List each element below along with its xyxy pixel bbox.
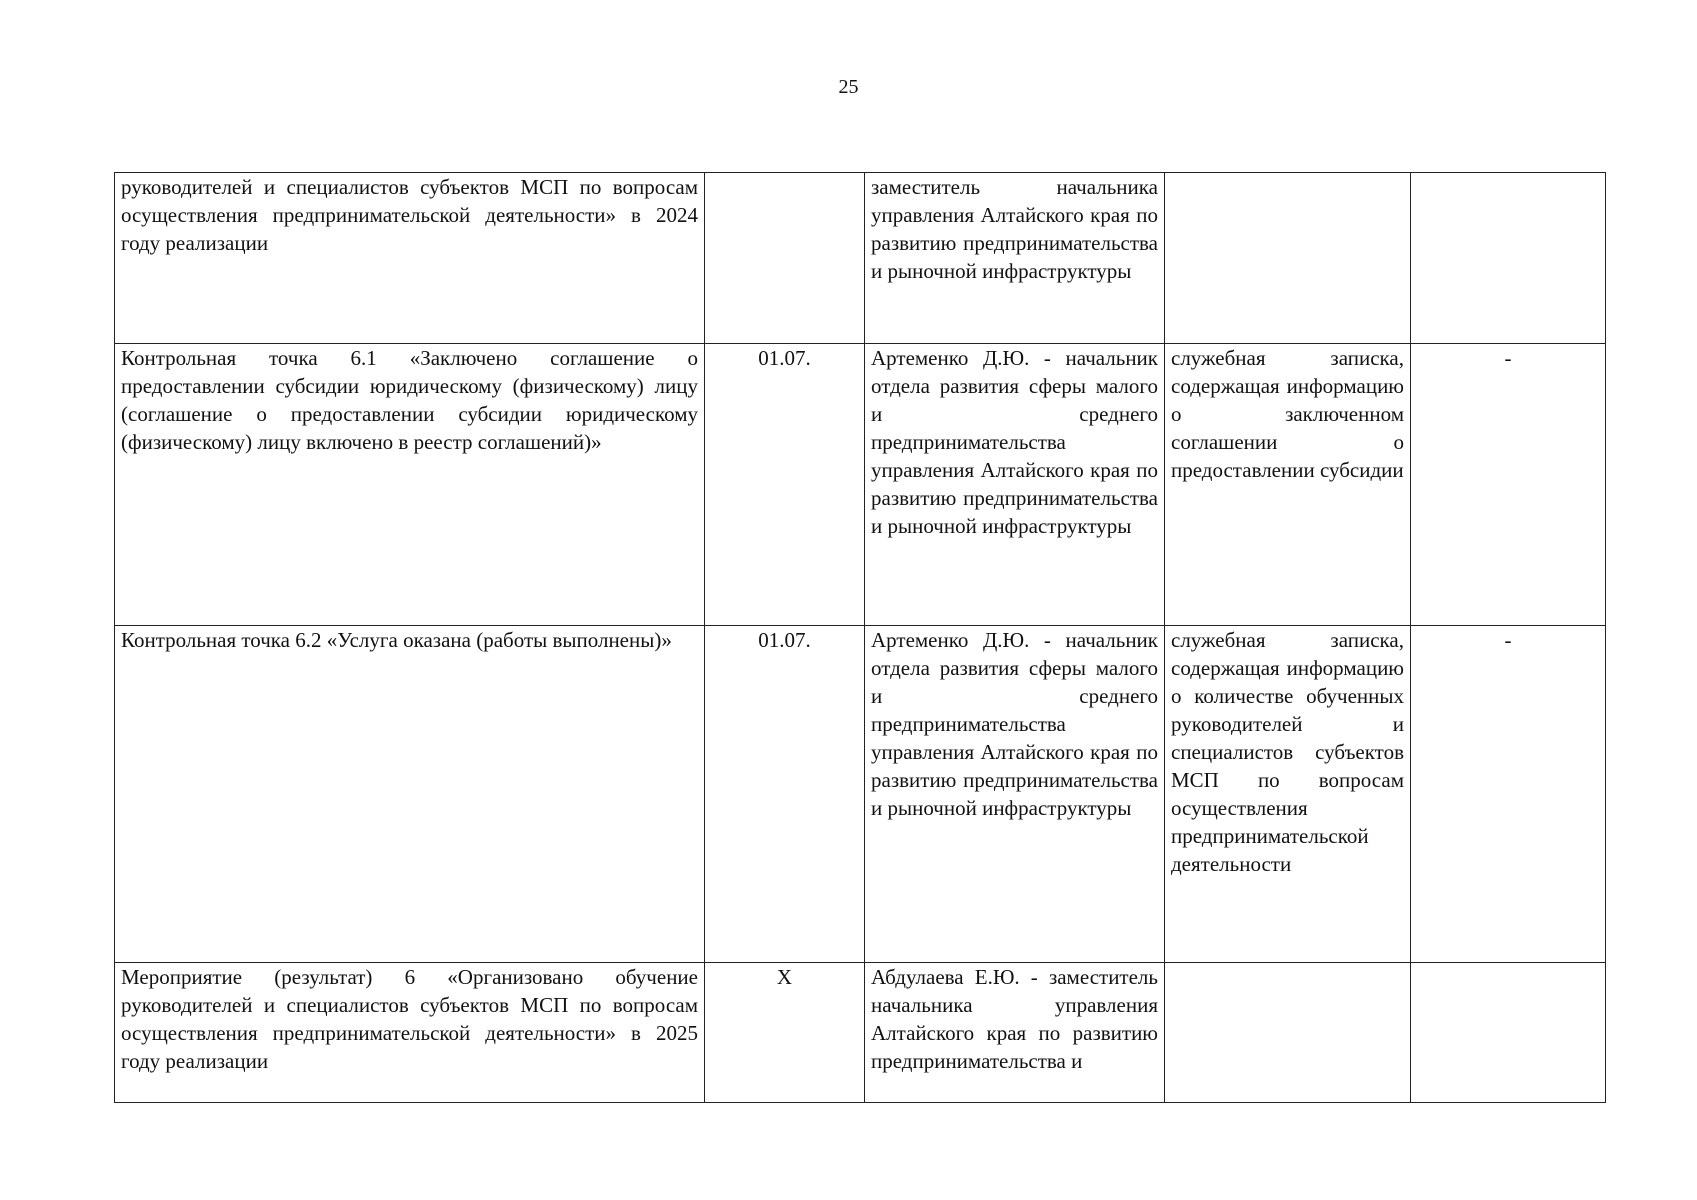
date-cell: 01.07. — [705, 626, 865, 963]
responsible-cell: Абдулаева Е.Ю. - заместитель начальника управления Алтайского края по развитию предпринимательства и — [865, 963, 1165, 1103]
responsible-cell: Артеменко Д.Ю. - начальник отдела развития сферы малого и среднего предпринимательства управления Алтайского края по развитию предпринимательства и рыночной инфраструктуры — [865, 344, 1165, 626]
date-cell: X — [705, 963, 865, 1103]
notes-cell — [1411, 963, 1606, 1103]
event-cell: Контрольная точка 6.1 «Заключено соглашение о предоставлении субсидии юридическому (физическому) лицу (соглашение о предоставлении субсидии юридическому (физическому) лицу включено в реестр соглашений)» — [115, 344, 705, 626]
notes-cell: - — [1411, 344, 1606, 626]
responsible-cell: Артеменко Д.Ю. - начальник отдела развития сферы малого и среднего предпринимательства управления Алтайского края по развитию предпринимательства и рыночной инфраструктуры — [865, 626, 1165, 963]
document-cell — [1165, 173, 1411, 344]
plan-table — [114, 172, 1606, 1103]
table-row — [115, 344, 1606, 626]
event-cell: Контрольная точка 6.2 «Услуга оказана (работы выполнены)» — [115, 626, 705, 963]
notes-cell — [1411, 173, 1606, 344]
event-cell: Мероприятие (результат) 6 «Организовано обучение руководителей и специалистов субъектов МСП по вопросам осуществления предпринимательской деятельности» в 2025 году реализации — [115, 963, 705, 1103]
document-cell: служебная записка, содержащая информацию о заключенном соглашении о предоставлении субсидии — [1165, 344, 1411, 626]
table-row — [115, 626, 1606, 963]
page-number: 25 — [838, 76, 859, 98]
table-row — [115, 173, 1606, 344]
notes-cell: - — [1411, 626, 1606, 963]
date-cell: 01.07. — [705, 344, 865, 626]
date-cell — [705, 173, 865, 344]
event-cell: руководителей и специалистов субъектов МСП по вопросам осуществления предпринимательской деятельности» в 2024 году реализации — [115, 173, 705, 344]
table-row — [115, 963, 1606, 1103]
document-cell: служебная записка, содержащая информацию о количестве обученных руководителей и специалистов субъектов МСП по вопросам осуществления предпринимательской деятельности — [1165, 626, 1411, 963]
document-cell — [1165, 963, 1411, 1103]
responsible-cell: заместитель начальника управления Алтайского края по развитию предпринимательства и рыночной инфраструктуры — [865, 173, 1165, 344]
